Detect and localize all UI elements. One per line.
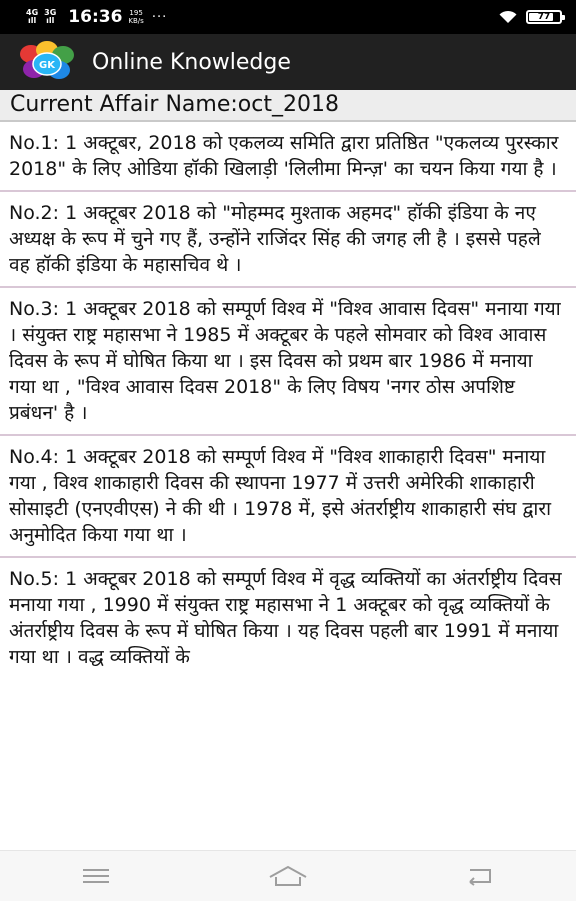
menu-button[interactable] — [66, 856, 126, 896]
back-icon — [466, 866, 494, 886]
current-affair-header: Current Affair Name:oct_2018 — [0, 90, 576, 122]
more-notifications-icon: ··· — [151, 9, 168, 25]
list-item[interactable]: No.3: 1 अक्टूबर 2018 को सम्पूर्ण विश्व में "विश्व आवास दिवस" मनाया गया । संयुक्त राष्ट्र महासभा ने 1985 में अक्टूबर के पहले सोमवार को विश्व आवास दिवस के रूप में घोषित किया था । इस दिवस को प्रथम बार 1986 में मनाया गया था , "विश्व आवास दिवस 2018" के लिए विषय 'नगर ठोस अपशिष्ट प्रबंधन' है । — [0, 288, 576, 436]
home-button[interactable] — [258, 856, 318, 896]
list-item[interactable]: No.2: 1 अक्टूबर 2018 को "मोहम्मद मुश्ताक अहमद" हॉकी इंडिया के नए अध्यक्ष के रूप में चुने गए हैं, उन्होंने राजिंदर सिंह की जगह ली है । इससे पहले वह हॉकी इंडिया के महासचिव थे । — [0, 192, 576, 288]
battery-level: 77 — [537, 12, 551, 22]
home-icon — [268, 865, 308, 887]
network-type-1: 4G — [26, 8, 39, 17]
menu-icon — [82, 866, 110, 886]
app-bar — [0, 34, 576, 90]
list-item[interactable]: No.5: 1 अक्टूबर 2018 को सम्पूर्ण विश्व में वृद्ध व्यक्तियों का अंतर्राष्ट्रीय दिवस मनाया गया , 1990 में संयुक्त राष्ट्र महासभा ने 1 अक्टूबर को वृद्ध व्यक्तियों के अंतर्राष्ट्रीय दिवस के रूप में घोषित किया । यह दिवस पहली बार 1991 में मनाया गया था । वद्ध व्यक्तियों के — [9, 568, 562, 668]
signal-bars-1: ıll — [27, 16, 37, 25]
signal-3g-icon — [44, 9, 56, 25]
back-button[interactable] — [450, 856, 510, 896]
signal-bars-2: ıll — [46, 16, 55, 25]
network-speed-value: 195 — [129, 9, 143, 17]
network-type-2: 3G — [44, 8, 57, 17]
navigation-bar — [0, 850, 576, 901]
signal-4g-icon — [26, 9, 38, 25]
list-item[interactable]: No.4: 1 अक्टूबर 2018 को सम्पूर्ण विश्व में "विश्व शाकाहारी दिवस" मनाया गया , विश्व शाकाहारी दिवस की स्थापना 1977 में उत्तरी अमेरिकी शाकाहारी सोसाइटी (एनएवीएस) ने की थी । 1978 में, इसे अंतर्राष्ट्रीय शाकाहारी संघ द्वारा अनुमोदित किया गया था । — [0, 436, 576, 558]
app-title: Online Knowledge — [92, 49, 291, 75]
network-speed-unit: KB/s — [128, 17, 144, 25]
network-speed — [128, 9, 143, 25]
battery-icon — [526, 10, 562, 24]
list-item[interactable]: No.1: 1 अक्टूबर, 2018 को एकलव्य समिति द्वारा प्रतिष्ठित "एकलव्य पुरस्कार 2018" के लिए ओडिया हॉकी खिलाड़ी 'लिलीमा मिन्ज़' का चयन किया गया है । — [0, 122, 576, 192]
status-time: 16:36 — [68, 7, 123, 27]
status-bar — [0, 0, 576, 34]
wifi-icon — [498, 10, 518, 24]
speech-bubbles-logo-icon[interactable] — [18, 39, 76, 85]
svg-text:GK: GK — [39, 60, 55, 71]
affairs-list[interactable] — [0, 122, 576, 850]
